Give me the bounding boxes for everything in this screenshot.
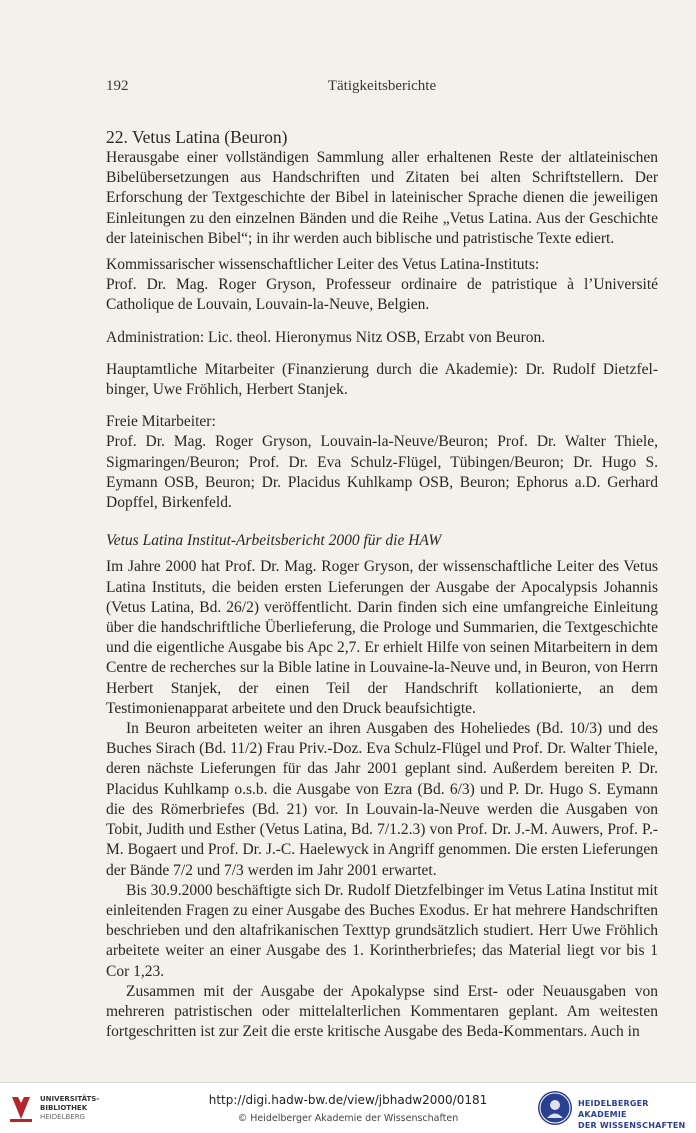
page-content	[106, 126, 658, 1042]
copyright-notice: © Heidelberger Akademie der Wissenschaften	[237, 1113, 459, 1124]
permalink-url[interactable]: http://digi.hadw-bw.de/view/jbhadw2000/0181	[208, 1093, 488, 1107]
freie-paragraph: Prof. Dr. Mag. Roger Gryson, Louvain-la-Neuve/Beuron; Prof. Dr. Walter Thiele, Sigmaringen/Beuron; Prof. Dr. Eva Schulz-Flügel, Tübingen/Beuron; Dr. Hugo S. Eymann OSB, Beuron; Dr. Placidus Kuhlkamp OSB, Beuron; Ephorus a.D. Gerhard Dopffel, Birkenfeld.	[106, 433, 658, 512]
ub-line-1: UNIVERSITÄTS-	[40, 1095, 100, 1103]
report-paragraph-3: Bis 30.9.2000 beschäftigte sich Dr. Rudolf Dietzfelbinger im Vetus Latina Institut mit einleitenden Fragen zu einer Ausgabe des Buches Exodus. Er hat mehrere Handschriften beschrieben und den altafrikanischen Texttyp grundsätzlich studiert. Herr Uwe Fröhlich arbeitete weiter an einer Ausgabe des 1. Korintherbriefes; das Material liegt vor bis 1 Cor 1,23.	[106, 881, 658, 980]
haw-line-1: HEIDELBERGER AKADEMIE	[578, 1099, 649, 1119]
section-location: (Beuron)	[224, 127, 288, 147]
haw-seal-icon	[538, 1091, 572, 1125]
report-heading: Vetus Latina Institut-Arbeitsbericht 2000 für die HAW	[106, 532, 442, 550]
report-paragraph-2: In Beuron arbeiteten weiter an ihren Ausgaben des Hoheliedes (Bd. 10/3) und des Buches Sirach (Bd. 11/2) Frau Priv.-Doz. Eva Schulz-Flügel und Prof. Dr. Walter Thiele, deren nächste Lieferungen für das Jahr 2001 geplant sind. Außerdem bereiten P. Dr. Placidus Kuhlkamp o.s.b. die Ausgabe von Ezra (Bd. 6/3) und P. Dr. Hugo S. Eymann die des Römerbriefes (Bd. 21) vor. In Louvain-la-Neuve werden die Ausgaben von Tobit, Judith und Esther (Vetus Latina, Bd. 7/1.2.3) von Prof. Dr. J.-M. Auwers, Prof. P.-M. Bogaert und Prof. Dr. J.-C. Haelewyck in Angriff genommen. Die ersten Lieferungen der Bände 7/2 und 7/3 werden im Jahr 2001 erwartet.	[106, 720, 658, 879]
report-paragraph-4: Zusammen mit der Ausgabe der Apokalypse sind Erst- oder Neuausgaben von mehreren patristischen oder mittelalterlichen Kommentaren geplant. Am weitesten fortgeschritten ist zur Zeit die erste kritische Ausgabe des Beda-Kommentars. Auch in	[106, 982, 658, 1041]
running-header	[106, 78, 658, 100]
report-paragraph-1: Im Jahre 2000 hat Prof. Dr. Mag. Roger Gryson, der wissenschaftliche Leiter des Vetus Latina Instituts, die beiden ersten Lieferungen der Ausgabe der Apocalypsis Johannis (Vetus Latina, Bd. 26/2) veröffentlicht. Darin finden sich eine umfangreiche Einleitung über die handschriftliche Überlieferung, die Prologe und Summarien, die Textgeschichte und die eigentliche Ausgabe bis Apc 2,7. Er erhielt Hilfe von seinen Mitarbeitern in dem Centre de recherches sur la Bible latine in Louvaine-la-Neuve und, in Beuron, von Herrn Herbert Stanjek, der einen Teil der Handschrift kollationierte, an dem Testimonienapparat arbeitete und den Druck beaufsichtigte.	[106, 558, 658, 717]
administration-paragraph: Administration: Lic. theol. Hieronymus Nitz OSB, Erzabt von Beuron.	[106, 328, 546, 346]
haw-logo-text	[578, 1098, 696, 1131]
ub-line-2: BIBLIOTHEK	[40, 1104, 88, 1112]
hauptamtlich-paragraph: Hauptamtliche Mitarbeiter (Finanzierung durch die Akademie): Dr. Rudolf Dietzfelbinger, Uwe Fröhlich, Herbert Stanjek.	[106, 360, 658, 399]
page-number: 192	[106, 78, 129, 94]
viewer-footer	[0, 1082, 696, 1133]
freie-label: Freie Mitarbeiter:	[106, 413, 216, 431]
running-title: Tätigkeitsberichte	[327, 78, 437, 94]
leiter-label: Kommissarischer wissenschaftlicher Leiter des Vetus Latina-Instituts:	[106, 256, 540, 274]
haw-logo[interactable]	[538, 1089, 696, 1129]
ub-line-3: HEIDELBERG	[40, 1113, 85, 1121]
section-title: Vetus Latina	[131, 127, 220, 147]
leiter-paragraph: Prof. Dr. Mag. Roger Gryson, Professeur ordinaire de patristique à l’Université Catholique de Louvain, Louvain-la-Neuve, Belgien.	[106, 276, 658, 314]
intro-paragraph: Herausgabe einer vollständigen Sammlung aller erhaltenen Reste der altlateinischen Bibelübersetzungen aus Handschriften und Zitaten bei alten Schriftstellern. Der Erforschung der Textgeschichte der Bibel in lateinischer Sprache dienen die jeweiligen Einleitungen zu den einzelnen Bänden und die Reihe „Vetus Latina. Aus der Geschichte der lateinischen Bibel“; in ihr werden auch biblische und patristische Texte ediert.	[106, 149, 658, 247]
section-number: 22.	[106, 127, 128, 147]
haw-line-2: DER WISSENSCHAFTEN	[578, 1121, 686, 1130]
section-heading	[106, 126, 658, 148]
